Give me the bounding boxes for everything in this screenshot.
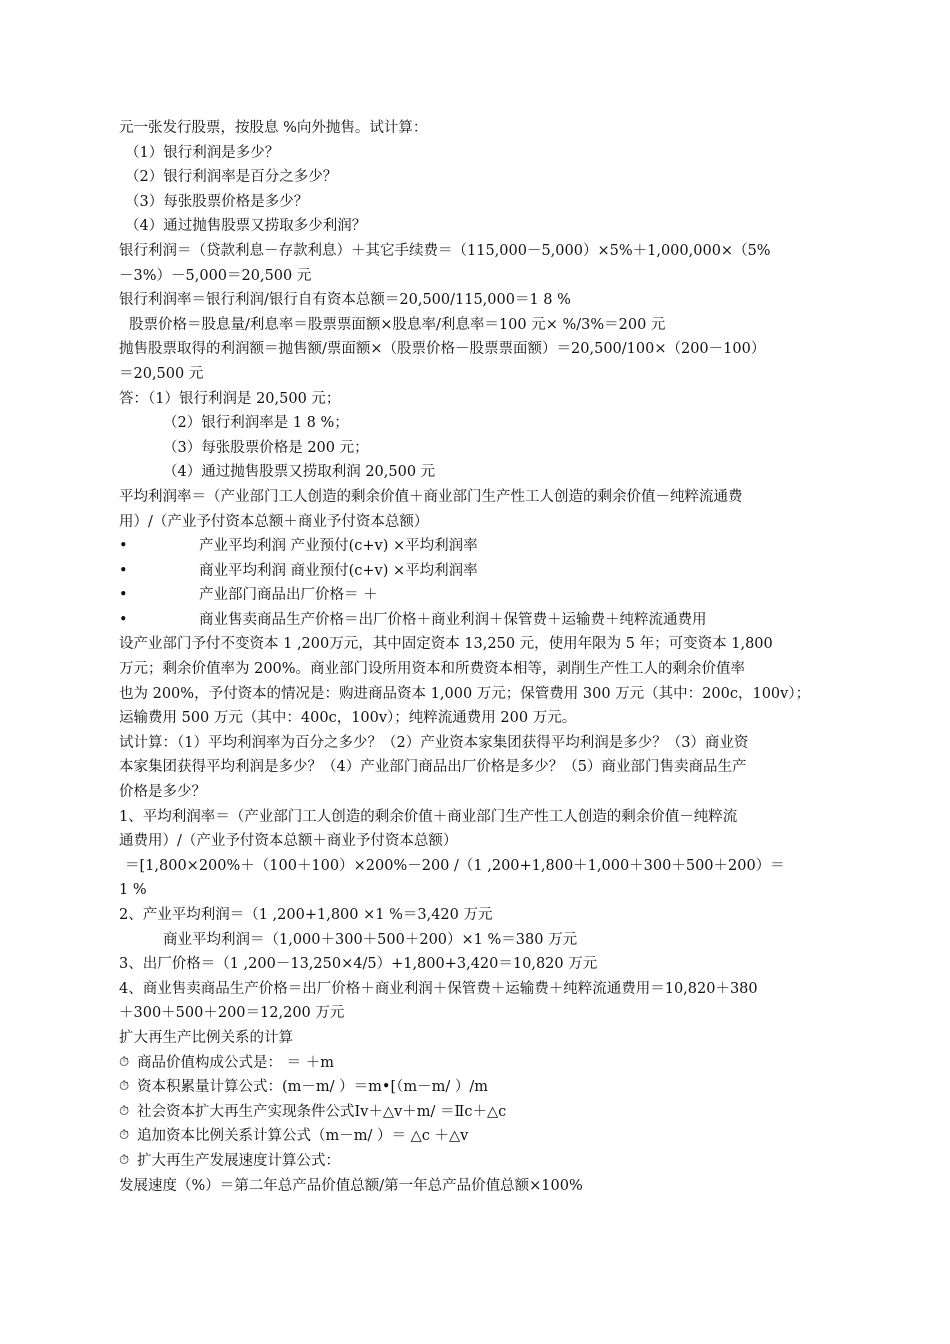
bullet-text: 产业部门商品出厂价格＝ ＋	[199, 587, 378, 604]
answer-line: （3）每张股票价格是 200 元；	[163, 439, 369, 456]
clock-icon: ⏱	[119, 1152, 130, 1168]
text-line: 1 %	[119, 882, 147, 899]
section-heading: 扩大再生产比例关系的计算	[119, 1029, 293, 1046]
text-line: 设产业部门予付不变资本 1 ,200万元，其中固定资本 13,250 元，使用年限为 5 年；可变资本 1,800	[119, 636, 773, 653]
question-item: （4）通过抛售股票又捞取多少利润？	[125, 218, 367, 235]
bullet-text: 商业售卖商品生产价格＝出厂价格＋商业利润＋保管费＋运输费＋纯粹流通费用	[199, 611, 707, 628]
text-line: 运输费用 500 万元（其中：400c，100v）；纯粹流通费用 200 万元。	[119, 710, 577, 727]
formula-item	[119, 1051, 839, 1076]
answer-line: 答：（1）银行利润是 20,500 元；	[119, 390, 341, 407]
question-item: （1）银行利润是多少？	[125, 144, 280, 161]
text-line: 2、产业平均利润＝（1 ,200+1,800 ×1 %＝3,420 万元	[119, 907, 493, 923]
document-body	[119, 116, 839, 1198]
text-line: 抛售股票取得的利润额＝抛售额/票面额×（股票价格－股票票面额）＝20,500/100×（200－100）	[119, 341, 766, 358]
text-line: 本家集团获得平均利润是多少？（4）产业部门商品出厂价格是多少？（5）商业部门售卖商品生产	[119, 759, 747, 776]
text-line: 价格是多少？	[119, 784, 206, 801]
bullet-icon: •	[119, 562, 128, 579]
text-line: 银行利润率＝银行利润/银行自有资本总额＝20,500/115,000＝1 8 %	[119, 292, 571, 309]
formula-text: 商品价值构成公式是： ＝ ＋m	[137, 1054, 334, 1071]
text-line: 3、出厂价格＝（1 ,200－13,250×4/5）+1,800+3,420＝10,820 万元	[119, 956, 598, 973]
clock-icon: ⏱	[119, 1079, 130, 1095]
text-line: 也为 200%，予付资本的情况是：购进商品资本 1,000 万元；保管费用 300 万元（其中：200c，100v）；	[119, 685, 811, 702]
text-line: 平均利润率＝（产业部门工人创造的剩余价值＋商业部门生产性工人创造的剩余价值－纯粹流通费	[119, 488, 743, 505]
formula-text: 社会资本扩大再生产实现条件公式Ⅰv＋△v＋m/ ＝Ⅱc＋△c	[137, 1103, 507, 1120]
bullet-item	[119, 583, 839, 608]
text-line: 通费用）/（产业予付资本总额＋商业予付资本总额）	[119, 833, 458, 850]
formula-item	[119, 1100, 839, 1125]
text-line: 试计算：（1）平均利润率为百分之多少？（2）产业资本家集团获得平均利润是多少？（3）商业资	[119, 734, 749, 751]
text-line: 万元；剩余价值率为 200%。商业部门设所用资本和所费资本相等，剥削生产性工人的剩余价值率	[119, 661, 746, 678]
bullet-text: 产业平均利润 产业预付(c+v) ×平均利润率	[199, 538, 478, 555]
clock-icon: ⏱	[119, 1103, 130, 1119]
bullet-icon: •	[119, 587, 128, 604]
text-line: ＋300＋500＋200＝12,200 万元	[119, 1005, 345, 1022]
bullet-item	[119, 534, 839, 559]
answer-line: （4）通过抛售股票又捞取利润 20,500 元	[163, 464, 436, 481]
bullet-item	[119, 559, 839, 584]
formula-item	[119, 1075, 839, 1100]
formula-item	[119, 1124, 839, 1149]
clock-icon: ⏱	[119, 1054, 130, 1070]
text-line: 发展速度（%）＝第二年总产品价值总额/第一年总产品价值总额×100%	[119, 1177, 583, 1194]
formula-text: 追加资本比例关系计算公式（m－m/ ）＝ △c ＋△v	[137, 1128, 469, 1145]
question-item: （2）银行利润率是百分之多少？	[125, 169, 338, 186]
text-line: 元一张发行股票，按股息 %向外抛售。试计算：	[119, 120, 428, 136]
text-line: ＝[1,800×200%＋（100＋100）×200%－200 /（1 ,200+1,800＋1,000＋300＋500＋200）＝	[125, 857, 785, 874]
question-item: （3）每张股票价格是多少？	[125, 193, 309, 210]
answer-line: （2）银行利润率是 1 8 %；	[163, 415, 349, 432]
text-line: 1、平均利润率＝（产业部门工人创造的剩余价值＋商业部门生产性工人创造的剩余价值－纯粹流	[119, 808, 738, 825]
text-line: －3%）－5,000＝20,500 元	[119, 267, 312, 284]
text-line: 股票价格＝股息量/利息率＝股票票面额×股息率/利息率＝100 元× %/3%＝200 元	[129, 316, 666, 333]
bullet-icon: •	[119, 538, 128, 555]
bullet-text: 商业平均利润 商业预付(c+v) ×平均利润率	[199, 562, 478, 579]
bullet-item	[119, 608, 839, 633]
formula-text: 扩大再生产发展速度计算公式：	[137, 1152, 340, 1169]
formula-text: 资本积累量计算公式：(m－m/ ）＝m•[（m－m/ ）/m	[137, 1079, 488, 1096]
text-line: 银行利润＝（贷款利息－存款利息）＋其它手续费＝（115,000－5,000）×5%＋1,000,000×（5%	[119, 242, 771, 259]
text-line: 商业平均利润＝（1,000＋300＋500＋200）×1 %＝380 万元	[163, 931, 578, 948]
formula-item	[119, 1149, 839, 1174]
bullet-icon: •	[119, 611, 128, 628]
text-line: 用）/（产业予付资本总额＋商业予付资本总额）	[119, 513, 429, 530]
text-line: ＝20,500 元	[119, 365, 204, 382]
clock-icon: ⏱	[119, 1128, 130, 1144]
text-line: 4、商业售卖商品生产价格＝出厂价格＋商业利润＋保管费＋运输费＋纯粹流通费用＝10,820＋380	[119, 980, 758, 997]
